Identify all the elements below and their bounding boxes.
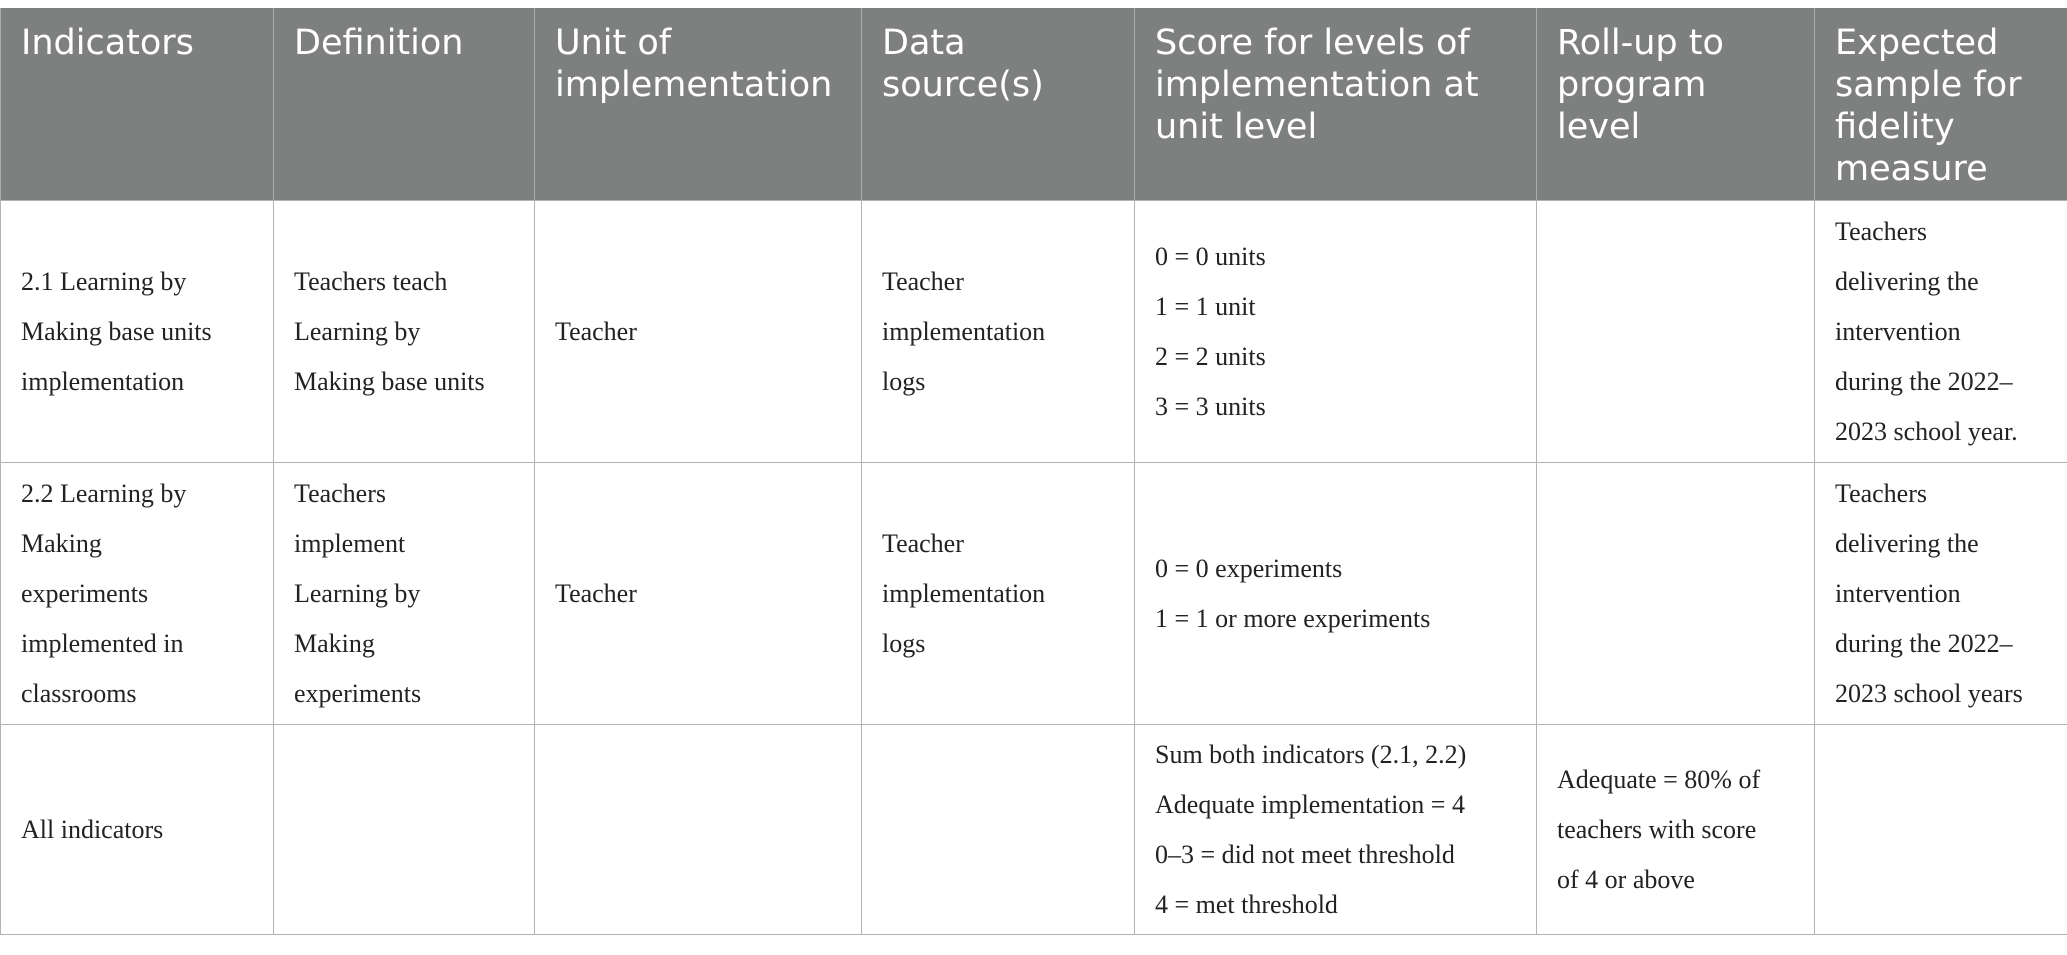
cell-definition bbox=[274, 463, 535, 725]
cell-indicator bbox=[1, 463, 274, 725]
cell-line: 2.2 Learning by bbox=[21, 478, 187, 508]
cell-line: 2.1 Learning by bbox=[21, 266, 187, 296]
cell-rollup bbox=[1537, 463, 1815, 725]
cell-line: delivering the bbox=[1835, 528, 1979, 558]
table-row bbox=[1, 201, 2067, 463]
header-rollup bbox=[1537, 8, 1815, 201]
cell-data-source bbox=[862, 725, 1135, 935]
header-line: source(s) bbox=[882, 65, 1044, 105]
header-indicators bbox=[1, 8, 274, 201]
cell-line: 2023 school years bbox=[1835, 678, 2023, 708]
cell-line: Teacher bbox=[882, 266, 964, 296]
header-line: Indicators bbox=[21, 23, 194, 63]
cell-unit bbox=[535, 463, 862, 725]
header-definition bbox=[274, 8, 535, 201]
cell-line: experiments bbox=[21, 578, 149, 608]
cell-line: Sum both indicators (2.1, 2.2) bbox=[1155, 739, 1467, 769]
cell-line: intervention bbox=[1835, 316, 1961, 346]
cell-line: Teachers bbox=[294, 478, 387, 508]
cell-line: Making bbox=[21, 528, 102, 558]
cell-line: implementation bbox=[21, 366, 185, 396]
header-score-levels bbox=[1135, 8, 1537, 201]
cell-indicator bbox=[1, 201, 274, 463]
cell-line: implement bbox=[294, 528, 406, 558]
cell-line: teachers with score bbox=[1557, 814, 1757, 844]
cell-line: 1 = 1 or more experiments bbox=[1155, 603, 1431, 633]
cell-line: implementation bbox=[882, 316, 1046, 346]
header-line: Data bbox=[882, 23, 966, 63]
fidelity-table bbox=[0, 8, 2067, 935]
cell-line: 2 = 2 units bbox=[1155, 341, 1266, 371]
cell-line: of 4 or above bbox=[1557, 864, 1695, 894]
cell-line: 1 = 1 unit bbox=[1155, 291, 1256, 321]
cell-data-source bbox=[862, 201, 1135, 463]
cell-score bbox=[1135, 201, 1537, 463]
header-line: program bbox=[1557, 65, 1707, 105]
cell-line: Teachers bbox=[1835, 216, 1928, 246]
cell-data-source bbox=[862, 463, 1135, 725]
cell-line: 4 = met threshold bbox=[1155, 889, 1338, 919]
cell-definition bbox=[274, 201, 535, 463]
table-body bbox=[1, 201, 2067, 935]
cell-rollup bbox=[1537, 725, 1815, 935]
cell-line: 0 = 0 experiments bbox=[1155, 553, 1343, 583]
cell-line: experiments bbox=[294, 678, 422, 708]
cell-line: 0 = 0 units bbox=[1155, 241, 1266, 271]
header-expected-sample bbox=[1815, 8, 2067, 201]
cell-line: logs bbox=[882, 628, 926, 658]
table-header bbox=[1, 8, 2067, 201]
cell-line: implemented in bbox=[21, 628, 184, 658]
cell-line: Learning by bbox=[294, 316, 421, 346]
cell-sample bbox=[1815, 463, 2067, 725]
header-line: fidelity bbox=[1835, 107, 1955, 147]
cell-line: 0–3 = did not meet threshold bbox=[1155, 839, 1455, 869]
cell-sample bbox=[1815, 725, 2067, 935]
cell-line: 2023 school year. bbox=[1835, 416, 2018, 446]
header-line: sample for bbox=[1835, 65, 2022, 105]
header-line: implementation bbox=[555, 65, 833, 105]
table-row bbox=[1, 463, 2067, 725]
header-row bbox=[1, 8, 2067, 201]
header-line: Definition bbox=[294, 23, 464, 63]
table-row bbox=[1, 725, 2067, 935]
cell-line: Teacher bbox=[555, 316, 637, 346]
cell-line: Teachers bbox=[1835, 478, 1928, 508]
header-line: Score for levels of bbox=[1155, 23, 1470, 63]
cell-line: Making base units bbox=[21, 316, 212, 346]
cell-line: Making base units bbox=[294, 366, 485, 396]
header-line: Roll-up to bbox=[1557, 23, 1724, 63]
cell-rollup bbox=[1537, 201, 1815, 463]
cell-line: 3 = 3 units bbox=[1155, 391, 1266, 421]
cell-unit bbox=[535, 725, 862, 935]
cell-line: delivering the bbox=[1835, 266, 1979, 296]
cell-line: logs bbox=[882, 366, 926, 396]
cell-line: Making bbox=[294, 628, 375, 658]
header-line: implementation at bbox=[1155, 65, 1479, 105]
header-line: Unit of bbox=[555, 23, 672, 63]
cell-line: Teacher bbox=[555, 578, 637, 608]
header-line: level bbox=[1557, 107, 1641, 147]
cell-score bbox=[1135, 725, 1537, 935]
cell-definition bbox=[274, 725, 535, 935]
cell-line: implementation bbox=[882, 578, 1046, 608]
cell-unit bbox=[535, 201, 862, 463]
header-line: Expected bbox=[1835, 23, 1999, 63]
cell-indicator bbox=[1, 725, 274, 935]
header-line: unit level bbox=[1155, 107, 1318, 147]
cell-line: All indicators bbox=[21, 814, 164, 844]
cell-line: Teachers teach bbox=[294, 266, 448, 296]
cell-line: Adequate implementation = 4 bbox=[1155, 789, 1465, 819]
cell-line: classrooms bbox=[21, 678, 137, 708]
header-unit-of-implementation bbox=[535, 8, 862, 201]
cell-line: during the 2022– bbox=[1835, 366, 2013, 396]
cell-score bbox=[1135, 463, 1537, 725]
cell-line: intervention bbox=[1835, 578, 1961, 608]
cell-sample bbox=[1815, 201, 2067, 463]
cell-line: Adequate = 80% of bbox=[1557, 764, 1761, 794]
cell-line: Learning by bbox=[294, 578, 421, 608]
cell-line: during the 2022– bbox=[1835, 628, 2013, 658]
cell-line: Teacher bbox=[882, 528, 964, 558]
header-line: measure bbox=[1835, 149, 1988, 189]
header-data-sources bbox=[862, 8, 1135, 201]
